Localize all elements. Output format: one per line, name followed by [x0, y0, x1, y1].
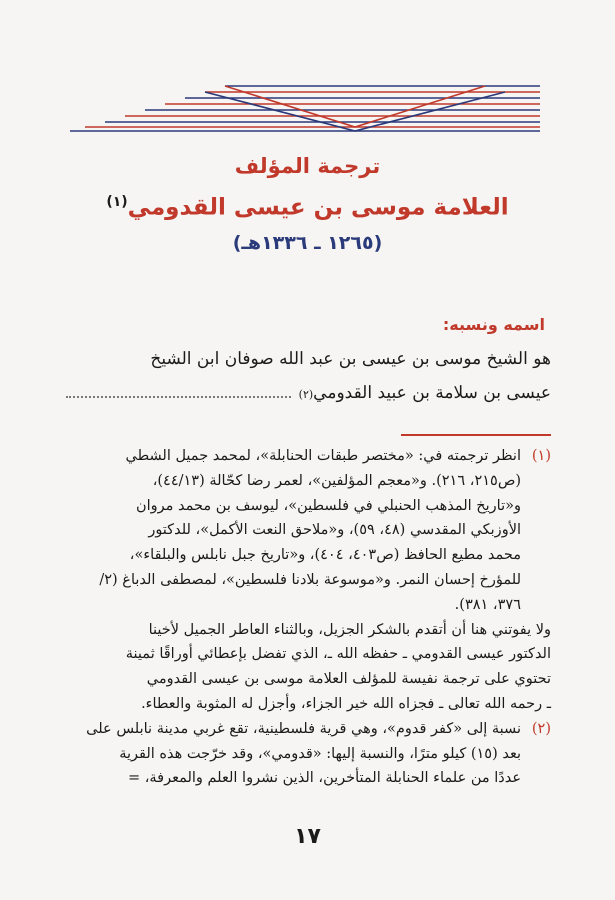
footnote-line: ٣٧٦، ٣٨١). — [454, 596, 521, 613]
footnote-1 — [66, 444, 551, 618]
footnote-2-body — [66, 717, 521, 791]
paragraph-line: الدكتور عيسى القدومي ـ حفظه الله ـ، الذي تفضل بإعطائي أوراقًا ثمينة — [125, 646, 551, 663]
body-line-1: هو الشيخ موسى بن عيسى بن عبد الله صوفان ابن الشيخ — [150, 349, 551, 369]
footnote-1-body — [66, 444, 521, 618]
body-paragraph — [66, 342, 551, 412]
footnote-line: محمد مطيع الحافظ (ص٤٠٣، ٤٠٤)، و«تاريخ جبل نابلس والبلقاء»، — [129, 547, 521, 564]
section-heading: اسمه ونسبه: — [442, 315, 545, 334]
author-name-text: العلامة موسى بن عيسى القدومي — [127, 194, 509, 221]
footnotes — [66, 444, 551, 791]
title-block — [0, 150, 615, 258]
paragraph-line: تحتوي على ترجمة نفيسة للمؤلف العلامة موسى بن عيسى القدومي — [146, 671, 551, 688]
footnote-line: و«تاريخ المذهب الحنبلي في فلسطين»، ليوسف بن محمد مروان — [136, 497, 521, 514]
footnote-line: الأوزبكي المقدسي (٤٨، ٥٩)، و«ملاحق النعت الأكمل»، للدكتور — [148, 522, 521, 539]
footnote-separator — [401, 434, 551, 436]
author-dates: (١٢٦٥ ـ ١٣٣٦هـ) — [232, 231, 383, 254]
footnote-line: انظر ترجمته في: «مختصر طبقات الحنابلة»، لمحمد جميل الشطي — [125, 448, 521, 464]
footnote-2-number: (٢) — [531, 720, 551, 737]
body-line-2 — [66, 376, 551, 412]
footnote-2 — [66, 717, 551, 791]
page-title: ترجمة المؤلف — [234, 154, 381, 178]
dotted-leader — [66, 395, 291, 398]
footnote-1-number: (١) — [531, 448, 551, 464]
acknowledgement-paragraph — [66, 618, 551, 717]
body-line-2-text: عيسى بن سلامة بن عبيد القدومي — [313, 383, 551, 403]
footnote-line: بعد (١٥) كيلو مترًا، والنسبة إليها: «قدومي»، وقد خرّجت هذه القرية — [119, 745, 521, 762]
footnote-ref-2: (٢) — [298, 388, 314, 401]
footnote-ref-1: (١) — [106, 194, 128, 210]
header-ornament — [0, 0, 615, 140]
footnote-line: نسبة إلى «كفر قدوم»، وهي قرية فلسطينية، تقع غربي مدينة نابلس على — [86, 720, 521, 737]
author-name — [0, 184, 615, 226]
footnote-line: (ص٢١٥، ٢١٦). و«معجم المؤلفين»، لعمر رضا كحّالة (٤٤/١٣)، — [152, 472, 521, 489]
footnote-line: عددًا من علماء الحنابلة المتأخرين، الذين نشروا العلم والمعرفة، = — [127, 770, 521, 787]
page-number: ١٧ — [294, 824, 321, 849]
footnote-line: للمؤرخ إحسان النمر. و«موسوعة بلادنا فلسطين»، لمصطفى الدباغ (٢/ — [99, 571, 521, 588]
paragraph-line: ولا يفوتني هنا أن أتقدم بالشكر الجزيل، وبالثناء العاطر الجميل لأخينا — [148, 621, 551, 638]
paragraph-line: ـ رحمه الله تعالى ـ فجزاه الله خير الجزاء، وأجزل له المثوبة والعطاء. — [141, 695, 551, 712]
